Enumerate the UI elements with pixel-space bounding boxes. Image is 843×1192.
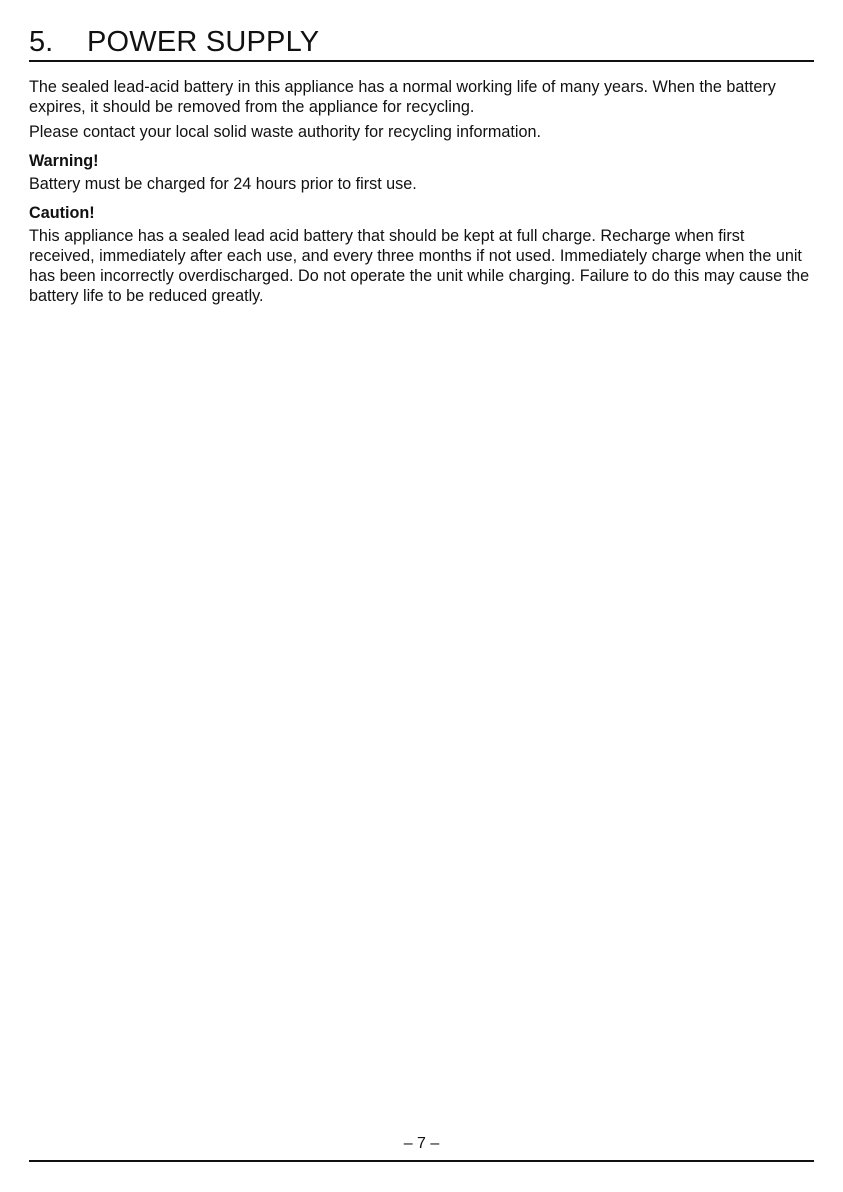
caution-heading: Caution! xyxy=(29,204,95,222)
intro-paragraph: The sealed lead-acid battery in this appliance has a normal working life of many years. When the battery expires, it should be removed from the appliance for recycling. xyxy=(29,78,776,116)
contact-paragraph: Please contact your local solid waste authority for recycling information. xyxy=(29,123,541,141)
section-title: POWER SUPPLY xyxy=(87,26,320,58)
footer-divider xyxy=(29,1160,814,1162)
section-number: 5. xyxy=(29,26,54,58)
page-number: – 7 – xyxy=(403,1135,440,1152)
section-body xyxy=(29,77,814,311)
document-page xyxy=(29,0,814,1192)
warning-text: Battery must be charged for 24 hours prior to first use. xyxy=(29,175,417,193)
section-heading xyxy=(29,26,814,62)
caution-text: This appliance has a sealed lead acid battery that should be kept at full charge. Recharge when first received, immediately after each use, and every three months if not used. Immediately charge when the unit has been incorrectly overdischarged. Do not operate the unit while charging. Failure to do this may cause the battery life to be reduced greatly. xyxy=(29,227,810,305)
warning-heading: Warning! xyxy=(29,152,99,170)
